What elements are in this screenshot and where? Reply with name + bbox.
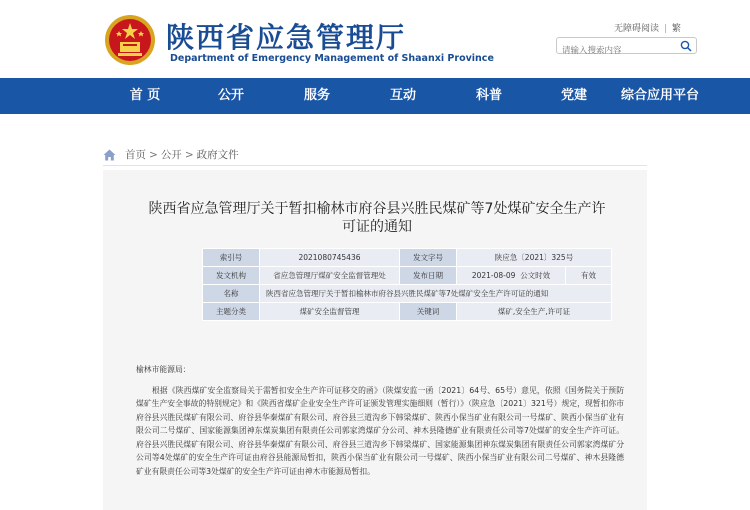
- meta-row: [203, 285, 612, 303]
- breadcrumb-separator: >: [184, 148, 194, 161]
- meta-label: 索引号: [203, 249, 260, 267]
- meta-label: 主题分类: [203, 303, 260, 321]
- nav-item-interact[interactable]: 互动: [389, 88, 416, 103]
- meta-category-value: 煤矿安全监督管理: [260, 303, 400, 321]
- meta-validity-label: 公文时效: [520, 271, 551, 280]
- meta-label: 发文字号: [400, 249, 457, 267]
- meta-keyword-value: 煤矿,安全生产,许可证: [457, 303, 612, 321]
- site-header: [0, 0, 750, 78]
- search-icon[interactable]: [680, 40, 692, 52]
- meta-date-value: [457, 267, 566, 285]
- divider: |: [663, 24, 667, 34]
- meta-index-value: 2021080745436: [260, 249, 400, 267]
- meta-issuer-value: 省应急管理厅煤矿安全监督管理处: [260, 267, 400, 285]
- meta-date: 2021-08-09: [471, 271, 516, 280]
- national-emblem-icon[interactable]: [104, 14, 156, 66]
- top-links: [614, 21, 681, 34]
- breadcrumb-separator: >: [149, 148, 158, 161]
- main-nav: [0, 78, 750, 114]
- meta-label: 名称: [203, 285, 260, 303]
- meta-label: 关键词: [400, 303, 457, 321]
- breadcrumb-home[interactable]: 首页: [125, 149, 146, 161]
- meta-label: 发文机构: [203, 267, 260, 285]
- nav-item-science[interactable]: 科普: [475, 88, 502, 103]
- traditional-chinese-link[interactable]: 繁: [671, 24, 681, 34]
- nav-item-party[interactable]: 党建: [560, 88, 587, 103]
- site-subtitle: Department of Emergency Management of Shaanxi Province: [170, 53, 494, 64]
- site-title: 陕西省应急管理厅: [166, 21, 407, 54]
- search-input[interactable]: [557, 44, 675, 59]
- meta-label: 发布日期: [400, 267, 457, 285]
- nav-item-public[interactable]: 公开: [217, 88, 244, 103]
- accessibility-link[interactable]: 无障碍阅读: [614, 24, 660, 34]
- nav-item-home[interactable]: 首 页: [129, 88, 161, 103]
- meta-row: [203, 303, 612, 321]
- home-icon: [103, 149, 116, 161]
- breadcrumb-divider: [103, 165, 647, 166]
- meta-name-value: 陕西省应急管理厅关于暂扣榆林市府谷县兴胜民煤矿等7处煤矿安全生产许可证的通知: [260, 285, 612, 303]
- breadcrumb-gov-docs[interactable]: 政府文件: [196, 149, 239, 161]
- breadcrumb: [103, 147, 239, 162]
- document-paragraph: 根据《陕西煤矿安全监察局关于需暂扣安全生产许可证移交的函》（陕煤安监一函〔2021〕64号、65号）意见，依照《国务院关于预防煤矿生产安全事故的特别规定》和《陕西省煤矿企业安全生产许可证颁发管理实施细则（暂行）》（陕应急〔2021〕321号）规定，现暂扣你市府谷县兴胜民煤矿有限公司、府谷县华秦煤矿有限公司、府谷县三道沟乡下韩梁煤矿、陕西小保当矿业有限公司一号煤矿、陕西小保当矿业有限公司二号煤矿、国家能源集团神东煤炭集团有限责任公司郭家湾煤矿分公司、神木县隆德矿业有限责任公司等7处煤矿的安全生产许可证。府谷县兴胜民煤矿有限公司、府谷县华秦煤矿有限公司、府谷县三道沟乡下韩梁煤矿、国家能源集团神东煤炭集团有限责任公司郭家湾煤矿分公司等4处煤矿的安全生产许可证由府谷县能源局暂扣，陕西小保当矿业有限公司一号煤矿、陕西小保当矿业有限公司二号煤矿、神木县隆德矿业有限责任公司等3处煤矿的安全生产许可证由神木市能源局暂扣。: [136, 385, 624, 476]
- nav-item-platform[interactable]: 综合应用平台: [620, 88, 699, 103]
- search-box: [556, 37, 697, 54]
- nav-item-service[interactable]: 服务: [303, 88, 330, 103]
- document-title: 陕西省应急管理厅关于暂扣榆林市府谷县兴胜民煤矿等7处煤矿安全生产许可证的通知: [148, 201, 606, 235]
- meta-validity-value: 有效: [566, 267, 612, 285]
- document-meta-table: [202, 248, 612, 321]
- meta-row: [203, 267, 612, 285]
- document-addressee: 榆林市能源局：: [136, 365, 191, 374]
- meta-row: [203, 249, 612, 267]
- meta-doc-no-value: 陕应急〔2021〕325号: [457, 249, 612, 267]
- document-body: [136, 363, 624, 478]
- breadcrumb-public[interactable]: 公开: [160, 149, 182, 161]
